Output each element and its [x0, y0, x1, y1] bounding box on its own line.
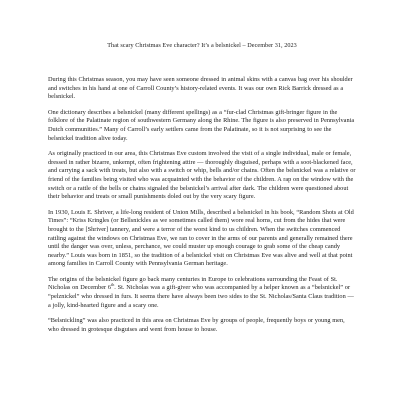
- paragraph-1-text: During this Christmas season, you may have seen someone dressed in animal skins with a canvas bag over his shoulder and switches in his hand at one of Carroll County’s history-related events. It was our own Rick Barrick dressed as a belsnickel.: [48, 76, 353, 101]
- paragraph-3: [48, 150, 356, 202]
- paragraph-5-text-a: The origins of the belsnickel figure go back many centuries in Europe to celebrations surrounding the Feast of St. Nicholas on December 6: [48, 275, 338, 292]
- paragraph-6: [48, 317, 356, 334]
- paragraph-6-text: “Belsnickling” was also practiced in this area on Christmas Eve by groups of people, frequently boys or young men, who dressed in grotesque disguises and went from house to house.: [48, 317, 345, 333]
- paragraph-4: [48, 209, 356, 269]
- paragraph-3-text: As originally practiced in our area, this Christmas Eve custom involved the visit of a single individual, male or female, dressed in rather bizarre, unkempt, often frightening attire — thoroughly disguised, perhaps with a soot-blackened face, and carrying a sack with treats, but also with a switch or whip, bells and/or chains. Often the belsnickel was a relative or friend of the families being visited who was acquainted with the behavior of the children. A rap on the window with the switch or a rattle of the bells or chains signaled the belsnickel’s arrival after dark. The children were questioned about their behavior and treats or small punishments doled out by the very scary figure.: [48, 150, 356, 201]
- paragraph-5: [48, 276, 356, 310]
- article-title: That scary Christmas Eve character? It’s a belsnickel – December 31, 2023: [107, 42, 297, 49]
- paragraph-4-text: In 1930, Louis E. Shriver, a life-long resident of Union Mills, described a belsnickel in his book, “Random Shots at Old Times”: “Kriss Kringles (or Bellsnickles as we sometimes called them) wore real horns, cut from the hides that were brought to the [Shriver] tannery, and were a terror of the worst kind to us children. When the switches commenced rattling against the windows on Christmas Eve, we ran to cover in the arms of our parents and generally remained there until the danger was over, unless, perchance, we could muster up enough courage to grab some of the cheap candy nearby.” Louis was born in 1851, so the tradition of a belsnickel visit on Christmas Eve was alive and well at that point among families in Carroll County with Pennsylvania German heritage.: [48, 208, 354, 268]
- paragraph-1: [48, 76, 356, 102]
- article-body: [48, 76, 356, 334]
- paragraph-2-text: One dictionary describes a belsnickel (many different spellings) as a “fur-clad Christmas gift-bringer figure in the folklore of the Palatinate region of southwestern Germany along the Rhine. The figure is also preserved in Pennsylvania Dutch communities.” Many of Carroll’s early settlers came from the Palatinate, so it is not surprising to see the belsnickel tradition alive today.: [48, 108, 355, 142]
- ordinal-suffix: th: [111, 282, 115, 288]
- paragraph-5-text-b: . St. Nicholas was a gift-giver who was accompanied by a helper known as a “belsnickel” or “pelznickel” who dressed in furs. It seems there have always been two sides to the St. Nicholas/Santa Claus tradition — a jolly, kind-hearted figure and a scary one.: [48, 284, 354, 309]
- paragraph-2: [48, 109, 356, 143]
